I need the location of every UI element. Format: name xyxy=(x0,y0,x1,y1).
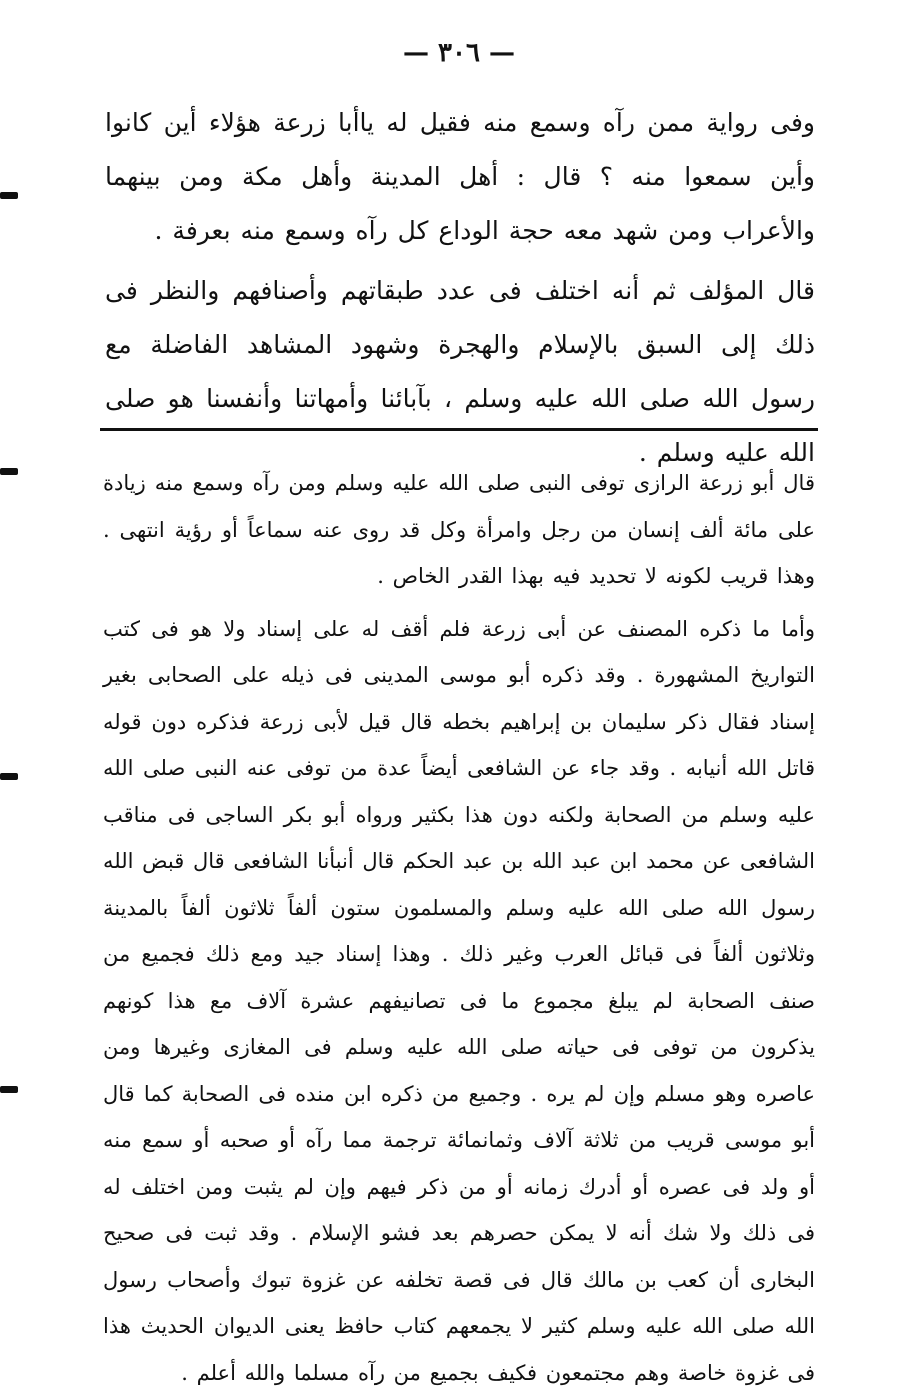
footnote-text xyxy=(103,460,815,1396)
main-text xyxy=(105,96,815,480)
main-paragraph-2: قال المؤلف ثم أنه اختلف فى عدد طبقاتهم وأصنافهم والنظر فى ذلك إلى السبق بالإسلام والهجرة وشهود المشاهد الفاضلة مع رسول الله صلى الله عليه وسلم ، بآبائنا وأمهاتنا وأنفسنا هو صلى الله عليه وسلم . xyxy=(105,264,815,480)
margin-mark xyxy=(0,192,18,199)
margin-mark xyxy=(0,773,18,780)
footnote-paragraph-1: قال أبو زرعة الرازى توفى النبى صلى الله عليه وسلم ومن رآه وسمع منه زيادة على مائة ألف إنسان من رجل وامرأة وكل قد روى عنه سماعاً أو رؤية انتهى . وهذا قريب لكونه لا تحديد فيه بهذا القدر الخاص . xyxy=(103,460,815,600)
page-number: — ٣٠٦ — xyxy=(0,38,918,68)
footnote-paragraph-2: وأما ما ذكره المصنف عن أبى زرعة فلم أقف له على إسناد ولا هو فى كتب التواريخ المشهورة . وقد ذكره أبو موسى المدينى فى ذيله على الصحابى بغير إسناد فقال ذكر سليمان بن إبراهيم بخطه قال قيل لأبى زرعة فذكره دون قوله قاتل الله أنيابه . وقد جاء عن الشافعى أيضاً عدة من توفى عنه النبى صلى الله عليه وسلم من الصحابة ولكنه دون هذا بكثير ورواه أبو بكر الساجى فى مناقب الشافعى عن محمد ابن عبد الله بن عبد الحكم قال أنبأنا الشافعى قال قبض الله رسول الله صلى الله عليه وسلم والمسلمون ستون ألفاً ثلاثون ألفاً بالمدينة وثلاثون ألفاً فى قبائل العرب وغير ذلك . وهذا إسناد جيد ومع ذلك فجميع من صنف الصحابة لم يبلغ مجموع ما فى تصانيفهم عشرة آلاف مع هذا كونهم يذكرون من توفى فى حياته صلى الله عليه وسلم فى المغازى وغيرها ومن عاصره وهو مسلم وإن لم يره . وجميع من ذكره ابن منده فى الصحابة كما قال أبو موسى قريب من ثلاثة آلاف وثمانمائة ترجمة مما رآه أو صحبه أو سمع منه أو ولد فى عصره أو أدرك زمانه أو من ذكر فيهم وإن لم يثبت ومن اختلف له فى ذلك ولا شك أنه لا يمكن حصرهم بعد فشو الإسلام . وقد ثبت فى صحيح البخارى أن كعب بن مالك قال فى قصة تخلفه عن غزوة تبوك وأصحاب رسول الله صلى الله عليه وسلم كثير لا يجمعهم كتاب حافظ يعنى الديوان الحديث هذا فى غزوة خاصة وهم مجتمعون فكيف بجميع من رآه مسلما والله أعلم . xyxy=(103,606,815,1396)
main-paragraph-1: وفى رواية ممن رآه وسمع منه فقيل له ياأبا زرعة هؤلاء أين كانوا وأين سمعوا منه ؟ قال : أهل المدينة وأهل مكة ومن بينهما والأعراب ومن شهد معه حجة الوداع كل رآه وسمع منه بعرفة . xyxy=(105,96,815,258)
footnote-divider xyxy=(100,428,818,431)
margin-mark xyxy=(0,468,18,475)
margin-mark xyxy=(0,1086,18,1093)
